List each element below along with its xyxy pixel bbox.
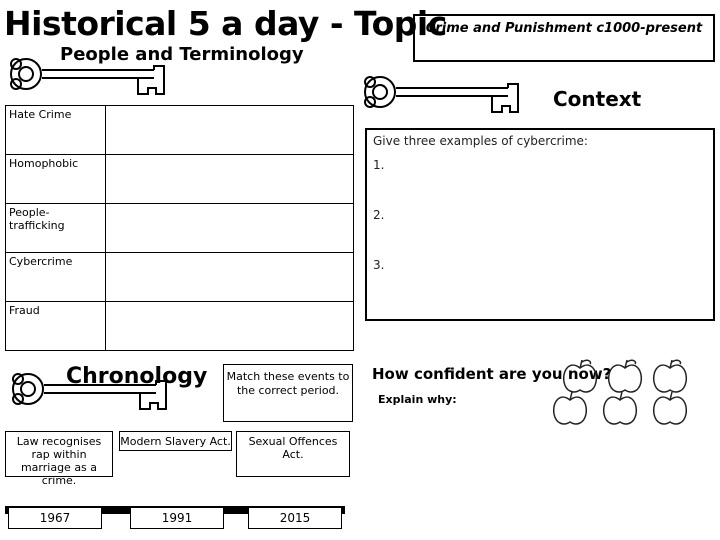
term-cell: People-trafficking bbox=[6, 204, 106, 253]
match-instruction: Match these events to the correct period. bbox=[223, 364, 353, 422]
table-row bbox=[6, 204, 354, 253]
term-cell: Homophobic bbox=[6, 155, 106, 204]
date-box: 1991 bbox=[130, 507, 224, 529]
apple-icon bbox=[604, 392, 637, 424]
definition-field[interactable] bbox=[106, 106, 354, 155]
key-icon bbox=[358, 68, 538, 118]
apple-icon bbox=[654, 360, 687, 392]
topic-box: Crime and Punishment c1000-present bbox=[413, 14, 715, 62]
apple-icon bbox=[554, 392, 587, 424]
answer-line-1[interactable]: 1. bbox=[373, 158, 385, 172]
apple-icon bbox=[609, 360, 642, 392]
apple-icon bbox=[564, 360, 597, 392]
event-card[interactable]: Law recognises rap within marriage as a crime. bbox=[5, 431, 113, 477]
terms-table bbox=[5, 105, 354, 351]
chronology-heading: Chronology bbox=[66, 364, 208, 389]
definition-field[interactable] bbox=[106, 302, 354, 351]
apple-icon bbox=[654, 392, 687, 424]
definition-field[interactable] bbox=[106, 204, 354, 253]
context-question: Give three examples of cybercrime: bbox=[373, 134, 588, 148]
context-box bbox=[365, 128, 715, 321]
table-row bbox=[6, 253, 354, 302]
date-box: 1967 bbox=[8, 507, 102, 529]
term-cell: Hate Crime bbox=[6, 106, 106, 155]
context-heading: Context bbox=[553, 87, 642, 111]
event-card[interactable]: Modern Slavery Act. bbox=[119, 431, 232, 451]
people-terminology-heading: People and Terminology bbox=[60, 44, 304, 65]
term-cell: Fraud bbox=[6, 302, 106, 351]
apple-rating[interactable] bbox=[540, 356, 718, 436]
answer-line-3[interactable]: 3. bbox=[373, 258, 385, 272]
date-box: 2015 bbox=[248, 507, 342, 529]
confidence-heading: How confident are you now? bbox=[372, 365, 612, 383]
term-cell: Cybercrime bbox=[6, 253, 106, 302]
answer-line-2[interactable]: 2. bbox=[373, 208, 385, 222]
explain-label: Explain why: bbox=[378, 393, 457, 406]
table-row bbox=[6, 155, 354, 204]
table-row bbox=[6, 302, 354, 351]
definition-field[interactable] bbox=[106, 155, 354, 204]
definition-field[interactable] bbox=[106, 253, 354, 302]
event-card[interactable]: Sexual Offences Act. bbox=[236, 431, 350, 477]
page-title: Historical 5 a day - Topic bbox=[4, 4, 447, 43]
table-row bbox=[6, 106, 354, 155]
